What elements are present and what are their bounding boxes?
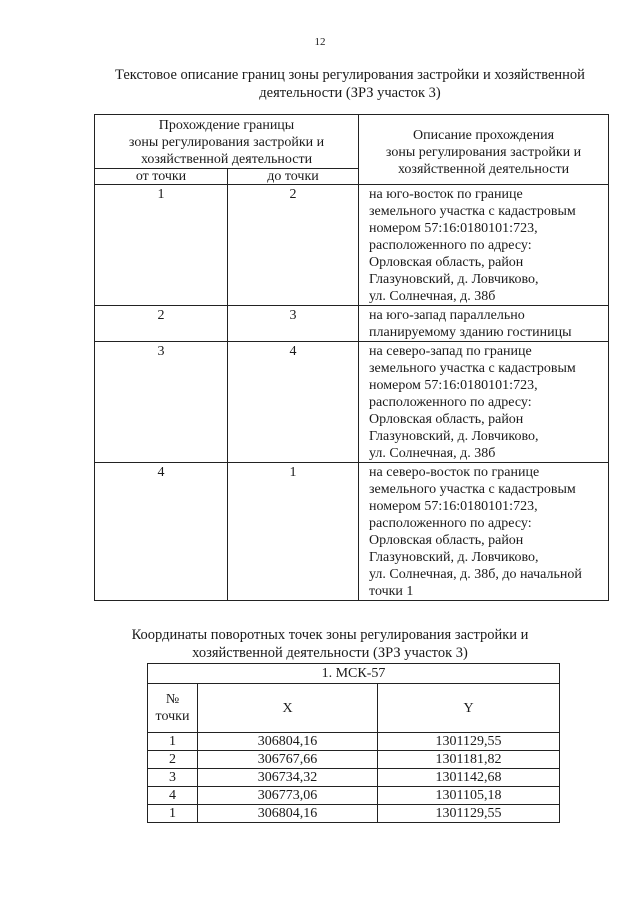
header-y: Y [378, 684, 560, 733]
x-cell: 306734,32 [198, 769, 378, 787]
table-row [148, 751, 560, 769]
y-cell: 1301142,68 [378, 769, 560, 787]
to-point-cell: 1 [228, 463, 359, 601]
table-row [95, 185, 609, 306]
from-point-cell: 3 [95, 342, 228, 463]
point-number-cell: 1 [148, 805, 198, 823]
x-cell: 306804,16 [198, 733, 378, 751]
table-row [95, 463, 609, 601]
y-cell: 1301181,82 [378, 751, 560, 769]
description-cell: на юго-восток по границе земельного участка с кадастровым номером 57:16:0180101:723, расположенного по адресу: Орловская область, район Глазуновский, д. Ловчиково, ул. Солнечная, д. 38б [359, 185, 609, 306]
title-line: Текстовое описание границ зоны регулирования застройки и хозяйственной [115, 67, 585, 83]
header-boundary-passage: Прохождение границы зоны регулирования застройки и хозяйственной деятельности [95, 115, 359, 169]
header-x: X [198, 684, 378, 733]
title-line: хозяйственной деятельности (ЗРЗ участок 3) [192, 645, 468, 661]
coordinates-title [40, 626, 620, 662]
header-point-number: № точки [148, 684, 198, 733]
header-passage-description: Описание прохождения зоны регулирования застройки и хозяйственной деятельности [359, 115, 609, 185]
description-cell: на северо-восток по границе земельного участка с кадастровым номером 57:16:0180101:723, расположенного по адресу: Орловская область, район Глазуновский, д. Ловчиково, ул. Солнечная, д. 38б, до начальной точки 1 [359, 463, 609, 601]
point-number-cell: 2 [148, 751, 198, 769]
table-row [148, 787, 560, 805]
boundary-description-title [60, 66, 640, 102]
to-point-cell: 2 [228, 185, 359, 306]
point-number-cell: 4 [148, 787, 198, 805]
from-point-cell: 2 [95, 306, 228, 342]
to-point-cell: 3 [228, 306, 359, 342]
table-row [148, 769, 560, 787]
y-cell: 1301129,55 [378, 733, 560, 751]
x-cell: 306773,06 [198, 787, 378, 805]
table-row [148, 733, 560, 751]
title-line: деятельности (ЗРЗ участок 3) [259, 85, 441, 101]
description-cell: на северо-запад по границе земельного участка с кадастровым номером 57:16:0180101:723, расположенного по адресу: Орловская область, район Глазуновский, д. Ловчиково, ул. Солнечная, д. 38б [359, 342, 609, 463]
title-line: Координаты поворотных точек зоны регулирования застройки и [131, 627, 529, 643]
description-cell: на юго-запад параллельно планируемому зданию гостиницы [359, 306, 609, 342]
table-row [95, 342, 609, 463]
table-row [95, 306, 609, 342]
point-number-cell: 1 [148, 733, 198, 751]
to-point-cell: 4 [228, 342, 359, 463]
header-to-point: до точки [228, 169, 359, 185]
point-number-cell: 3 [148, 769, 198, 787]
coordinate-system-header: 1. МСК-57 [148, 664, 560, 684]
x-cell: 306767,66 [198, 751, 378, 769]
coordinates-table [147, 663, 560, 823]
table-row [148, 805, 560, 823]
header-from-point: от точки [95, 169, 228, 185]
x-cell: 306804,16 [198, 805, 378, 823]
boundary-description-table [94, 114, 609, 601]
y-cell: 1301105,18 [378, 787, 560, 805]
from-point-cell: 4 [95, 463, 228, 601]
y-cell: 1301129,55 [378, 805, 560, 823]
from-point-cell: 1 [95, 185, 228, 306]
page-number: 12 [314, 36, 326, 48]
